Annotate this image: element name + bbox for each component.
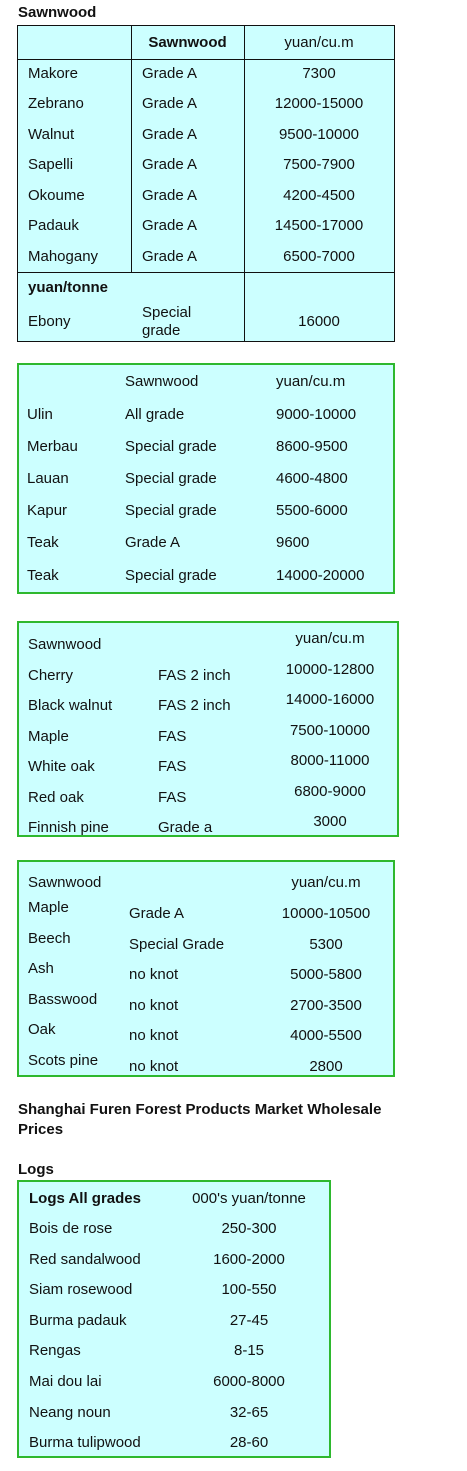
sawnwood-table-3 — [17, 621, 399, 837]
price: 7300 — [302, 65, 336, 82]
grade: All grade — [125, 406, 185, 423]
price: 5000-5800 — [290, 966, 362, 983]
species-name: Finnish pine — [28, 819, 109, 836]
species-name: Lauan — [27, 470, 69, 487]
grade: FAS — [158, 728, 187, 745]
grade: Special grade — [125, 567, 217, 584]
logs-title: Logs — [18, 1161, 54, 1178]
price: 16000 — [298, 313, 340, 330]
grade: Grade A — [129, 905, 185, 922]
table1-header-sawnwood: Sawnwood — [148, 34, 227, 51]
sawnwood-table-1 — [17, 25, 395, 342]
grade: Special grade — [125, 502, 217, 519]
price: 4000-5500 — [290, 1027, 362, 1044]
species-name: Zebrano — [28, 95, 84, 112]
sawnwood-table-4 — [17, 860, 395, 1077]
table2-header-unit: yuan/cu.m — [276, 373, 346, 390]
species-name: Cherry — [28, 667, 74, 684]
grade: no knot — [129, 1027, 179, 1044]
table1-header-unit: yuan/cu.m — [284, 34, 354, 51]
price: 9600 — [276, 534, 310, 551]
grade: Special — [142, 304, 192, 321]
logs-header-unit: 000's yuan/tonne — [192, 1190, 306, 1207]
price: 9000-10000 — [276, 406, 357, 423]
price: 8600-9500 — [276, 438, 348, 455]
price: 3000 — [313, 813, 347, 830]
grade: FAS 2 inch — [158, 697, 231, 714]
price: 10000-10500 — [281, 905, 371, 922]
species-name: Makore — [28, 65, 79, 82]
price: 14500-17000 — [274, 217, 364, 234]
grade: Grade a — [158, 819, 213, 836]
grade: Grade A — [142, 217, 198, 234]
table4-header-unit: yuan/cu.m — [291, 874, 361, 891]
grade: FAS 2 inch — [158, 667, 231, 684]
price: 7500-10000 — [289, 722, 371, 739]
price: 8-15 — [233, 1342, 265, 1359]
price: 12000-15000 — [274, 95, 364, 112]
price: 32-65 — [229, 1404, 269, 1421]
species-name: Burma tulipwood — [29, 1434, 141, 1451]
grade: Grade A — [142, 156, 198, 173]
price: 6800-9000 — [294, 783, 366, 800]
section1-title: Sawnwood — [18, 4, 97, 21]
grade: Grade A — [125, 534, 181, 551]
price: 8000-11000 — [290, 752, 370, 769]
grade: Special grade — [125, 438, 217, 455]
grade: no knot — [129, 966, 179, 983]
species-name: Basswood — [28, 991, 98, 1008]
species-name: Bois de rose — [29, 1220, 113, 1237]
grade: Special Grade — [129, 936, 225, 953]
species-name: Rengas — [29, 1342, 81, 1359]
price: 7500-7900 — [283, 156, 355, 173]
grade: Grade A — [142, 65, 198, 82]
logs-header-label: Logs All grades — [29, 1190, 141, 1207]
price: 14000-16000 — [285, 691, 375, 708]
species-name: Okoume — [28, 187, 85, 204]
species-name: Teak — [27, 567, 59, 584]
grade: no knot — [129, 1058, 179, 1075]
price: 6000-8000 — [213, 1373, 285, 1390]
table4-header-sawnwood: Sawnwood — [28, 874, 102, 891]
species-name: Oak — [28, 1021, 56, 1038]
species-name: Kapur — [27, 502, 68, 519]
price: 5500-6000 — [276, 502, 348, 519]
price: 10000-12800 — [285, 661, 375, 678]
market-title-line2: Prices — [18, 1121, 64, 1138]
price: 6500-7000 — [283, 248, 355, 265]
price: 27-45 — [229, 1312, 269, 1329]
price: 28-60 — [229, 1434, 269, 1451]
price: 1600-2000 — [213, 1251, 285, 1268]
table1-subheader-unit: yuan/tonne — [28, 279, 109, 296]
price: 14000-20000 — [276, 567, 365, 584]
grade: grade — [142, 322, 181, 339]
price: 9500-10000 — [278, 126, 360, 143]
grade: Grade A — [142, 126, 198, 143]
grade: Grade A — [142, 95, 198, 112]
grade: Grade A — [142, 248, 198, 265]
price: 250-300 — [221, 1220, 277, 1237]
price: 4600-4800 — [276, 470, 348, 487]
species-name: Red sandalwood — [29, 1251, 141, 1268]
price: 5300 — [309, 936, 343, 953]
species-name: Ulin — [27, 406, 53, 423]
species-name: Neang noun — [29, 1404, 111, 1421]
species-name: Maple — [28, 728, 69, 745]
species-name: Burma padauk — [29, 1312, 127, 1329]
species-name: Beech — [28, 930, 71, 947]
species-name: Ebony — [28, 313, 71, 330]
species-name: Scots pine — [28, 1052, 99, 1069]
grade: Special grade — [125, 470, 217, 487]
species-name: Teak — [27, 534, 59, 551]
grade: Grade A — [142, 187, 198, 204]
species-name: Black walnut — [28, 697, 113, 714]
species-name: Siam rosewood — [29, 1281, 133, 1298]
species-name: Walnut — [28, 126, 75, 143]
logs-table — [17, 1180, 331, 1458]
species-name: Mahogany — [28, 248, 99, 265]
species-name: Mai dou lai — [29, 1373, 102, 1390]
price: 2800 — [309, 1058, 343, 1075]
grade: FAS — [158, 758, 187, 775]
price: 100-550 — [221, 1281, 277, 1298]
species-name: Red oak — [28, 789, 84, 806]
price: 4200-4500 — [283, 187, 355, 204]
table3-header-sawnwood: Sawnwood — [28, 636, 102, 653]
grade: FAS — [158, 789, 187, 806]
column-divider — [131, 26, 132, 272]
species-name: Maple — [28, 899, 69, 916]
section-divider — [18, 272, 394, 273]
species-name: Merbau — [27, 438, 78, 455]
species-name: Ash — [28, 960, 54, 977]
market-title-line1: Shanghai Furen Forest Products Market Wholesale — [18, 1101, 382, 1118]
table2-header-sawnwood: Sawnwood — [125, 373, 199, 390]
species-name: White oak — [28, 758, 95, 775]
species-name: Sapelli — [28, 156, 74, 173]
price: 2700-3500 — [290, 997, 362, 1014]
header-divider — [18, 59, 394, 60]
table3-header-unit: yuan/cu.m — [295, 630, 365, 647]
sawnwood-table-2 — [17, 363, 395, 594]
species-name: Padauk — [28, 217, 79, 234]
grade: no knot — [129, 997, 179, 1014]
